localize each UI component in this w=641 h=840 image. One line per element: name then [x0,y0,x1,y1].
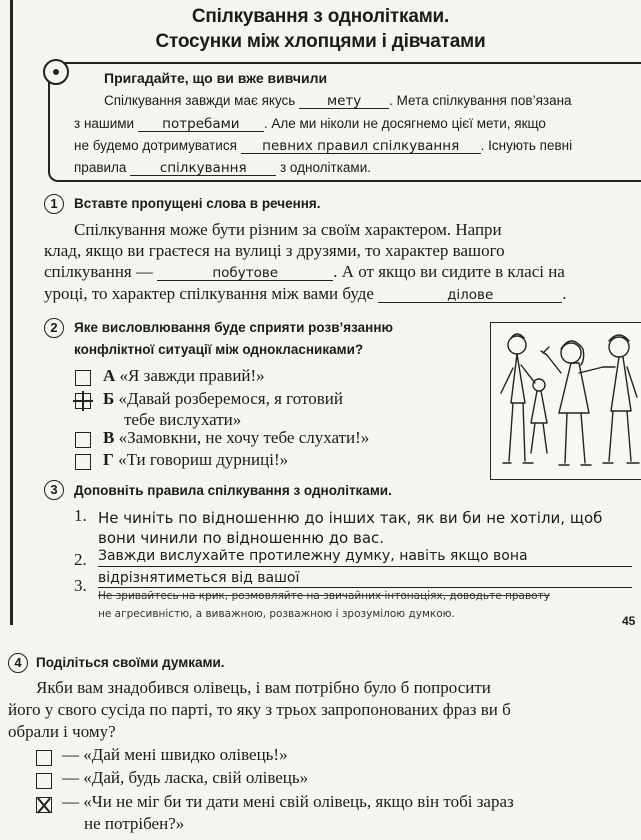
rule-3-text: відрізнятиметься від вашої [98,570,300,586]
option-d: Г «Ти говориш дурниці!» [103,450,289,469]
option-a: А «Я завжди правий!» [103,366,265,385]
task1-line-3: спілкування — побутове . А от якщо ви сидите в класі на [44,262,565,281]
page-title-line2: Стосунки між хлопцями і дівчатами [155,31,486,52]
task4-para-3: обрали і чому? [8,722,116,741]
task1-fill-2[interactable]: ділове [378,288,562,303]
recall-line-1: Спілкування завжди має якусь мету . Мета спілкування пов’язана [104,93,572,109]
phrase-1: — «Дай мені швидко олівець!» [62,745,288,764]
rule-1-text-2: вони чинили по відношенню до вас. [98,529,385,547]
task1-line-1: Спілкування може бути різним за своїм характером. Напри [74,220,502,239]
option-d-checkbox[interactable] [75,454,91,470]
recall-fill-3[interactable]: певних правил спілкування [241,139,481,154]
recall-fill-1[interactable]: мету [299,94,389,109]
phrase-1-checkbox[interactable] [36,750,52,766]
page-number: 45 [622,614,636,628]
task4-para-1: Якби вам знадобився олівець, і вам потрібно було б попросити [36,678,491,697]
rule-3-num: 3. [74,576,87,595]
recall-line-4: правила спілкування з однолітками. [74,160,372,176]
option-b: Б «Давай розберемося, я готовий [103,389,343,408]
page-title-line1: Спілкування з однолітками. [191,6,450,27]
option-a-checkbox[interactable] [75,370,91,386]
option-c-checkbox[interactable] [75,432,91,448]
task1-line-4: уроці, то характер спілкування між вами буде ділове . [44,284,567,303]
task1-fill-1[interactable]: побутове [157,266,333,281]
phrase-3-checkbox[interactable] [36,797,52,813]
recall-fill-2[interactable]: потребами [138,117,264,132]
task1-heading: Вставте пропущені слова в речення. [74,196,321,211]
phrase-3: — «Чи не міг би ти дати мені свій олівець, якщо він тобі зараз [62,792,514,811]
rule-1-num: 1. [74,506,87,525]
recall-bullet-icon [43,59,69,85]
rule-2-num: 2. [74,550,87,569]
recall-heading: Пригадайте, що ви вже вивчили [104,70,328,86]
children-illustration [490,322,641,480]
option-b-line-2: тебе вислухати» [124,410,242,429]
task3-heading: Доповніть правила спілкування з однолітками. [74,483,392,498]
task4-para-2: його у свого сусіда по парті, то яку з трьох запропонованих фраз ви б [8,700,511,719]
task-number-2: 2 [44,318,64,338]
rule-3-line [98,587,632,588]
task4-heading: Поділіться своїми думками. [36,655,225,670]
recall-line-3: не будемо дотримуватися певних правил спілкування . Існують певні [74,138,573,154]
phrase-2: — «Дай, будь ласка, свій олівець» [62,768,309,787]
crossed-note-1: Не зривайтесь на крик, розмовляйте на звичайних інтонаціях, доводьте правоту [98,590,550,602]
option-c: В «Замовкни, не хочу тебе слухати!» [103,428,370,447]
recall-line-2: з нашими потребами . Але ми ніколи не досягнемо цієї мети, якщо [74,116,546,132]
phrase-2-checkbox[interactable] [36,773,52,789]
task-number-4: 4 [8,653,28,673]
task2-heading-1: Яке висловлювання буде сприяти розв’язанню [74,320,393,335]
task-number-3: 3 [44,480,64,500]
recall-fill-4[interactable]: спілкування [130,161,276,176]
children-drawing [491,323,641,479]
crossed-note-2: не агресивністю, а виважною, розважною і зрозумілою думкою. [98,608,455,620]
rule-1-text: Не чиніть по відношенню до інших так, як ви би не хотіли, щоб [98,509,603,527]
task1-line-2: клад, якщо ви граєтеся на вулиці з друзями, то характер вашого [44,241,505,260]
option-b-checkbox[interactable] [75,393,91,409]
rule-2-line [98,566,632,567]
page-edge-line [10,0,13,625]
task-number-1: 1 [44,194,64,214]
rule-2-text: Завжди вислухайте протилежну думку, навіть якщо вона [98,548,528,564]
task2-heading-2: конфліктної ситуації між однокласниками? [74,342,364,357]
phrase-3-line-2: не потрібен?» [84,814,185,833]
